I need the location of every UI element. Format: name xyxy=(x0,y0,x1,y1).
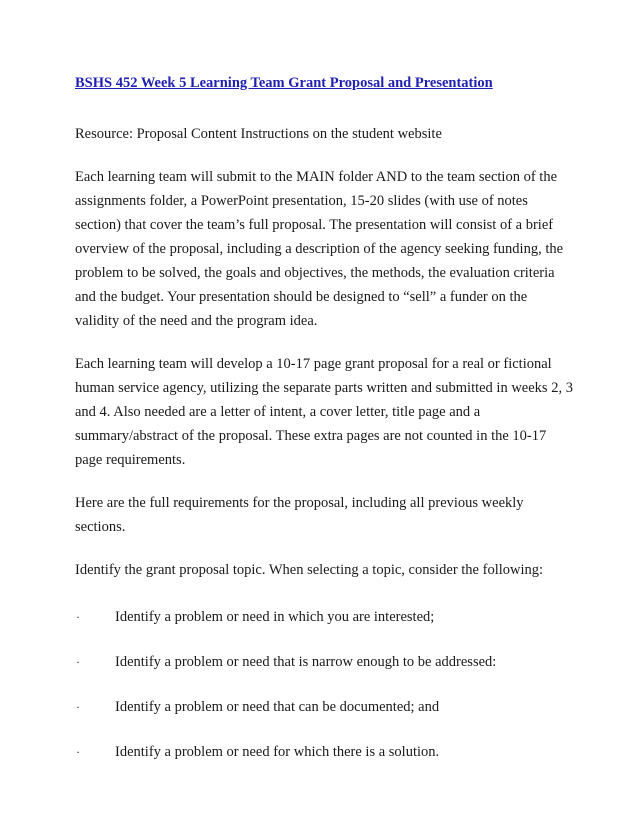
bullet-icon: · xyxy=(76,700,80,714)
list-item-text: Identify a problem or need that can be documented; and xyxy=(115,699,440,715)
paragraph-proposal: Each learning team will develop a 10-17 page grant proposal for a real or fictional human service agency, utilizing the separate parts written and submitted in weeks 2, 3 and 4. Also needed are a letter of intent, a cover letter, title page and a summary/abstract of the proposal. These extra pages are not counted in the 10-17 page requirements. xyxy=(75,356,573,468)
document-title-link[interactable]: BSHS 452 Week 5 Learning Team Grant Proposal and Presentation xyxy=(75,75,493,91)
list-item xyxy=(75,740,575,764)
paragraph-presentation: Each learning team will submit to the MAIN folder AND to the team section of the assignments folder, a PowerPoint presentation, 15-20 slides (with use of notes section) that cover the team’s full proposal. The presentation will consist of a brief overview of the proposal, including a description of the agency seeking funding, the problem to be solved, the goals and objectives, the methods, the evaluation criteria and the budget. Your presentation should be designed to “sell” a funder on the validity of the need and the program idea. xyxy=(75,169,564,329)
list-item xyxy=(75,650,575,674)
list-item-text: Identify a problem or need in which you are interested; xyxy=(115,609,435,625)
resource-line: Resource: Proposal Content Instructions on the student website xyxy=(75,126,442,142)
list-item xyxy=(75,695,575,719)
bullet-icon: · xyxy=(76,610,80,624)
paragraph-identify-topic: Identify the grant proposal topic. When selecting a topic, consider the following: xyxy=(75,562,544,578)
list-item xyxy=(75,605,575,629)
bullet-icon: · xyxy=(76,745,80,759)
document-page xyxy=(75,73,575,785)
list-item-text: Identify a problem or need for which there is a solution. xyxy=(115,744,440,760)
bullet-icon: · xyxy=(76,655,80,669)
topic-criteria-list xyxy=(75,605,575,764)
paragraph-requirements: Here are the full requirements for the proposal, including all previous weekly sections. xyxy=(75,495,524,535)
list-item-text: Identify a problem or need that is narrow enough to be addressed: xyxy=(115,654,497,670)
